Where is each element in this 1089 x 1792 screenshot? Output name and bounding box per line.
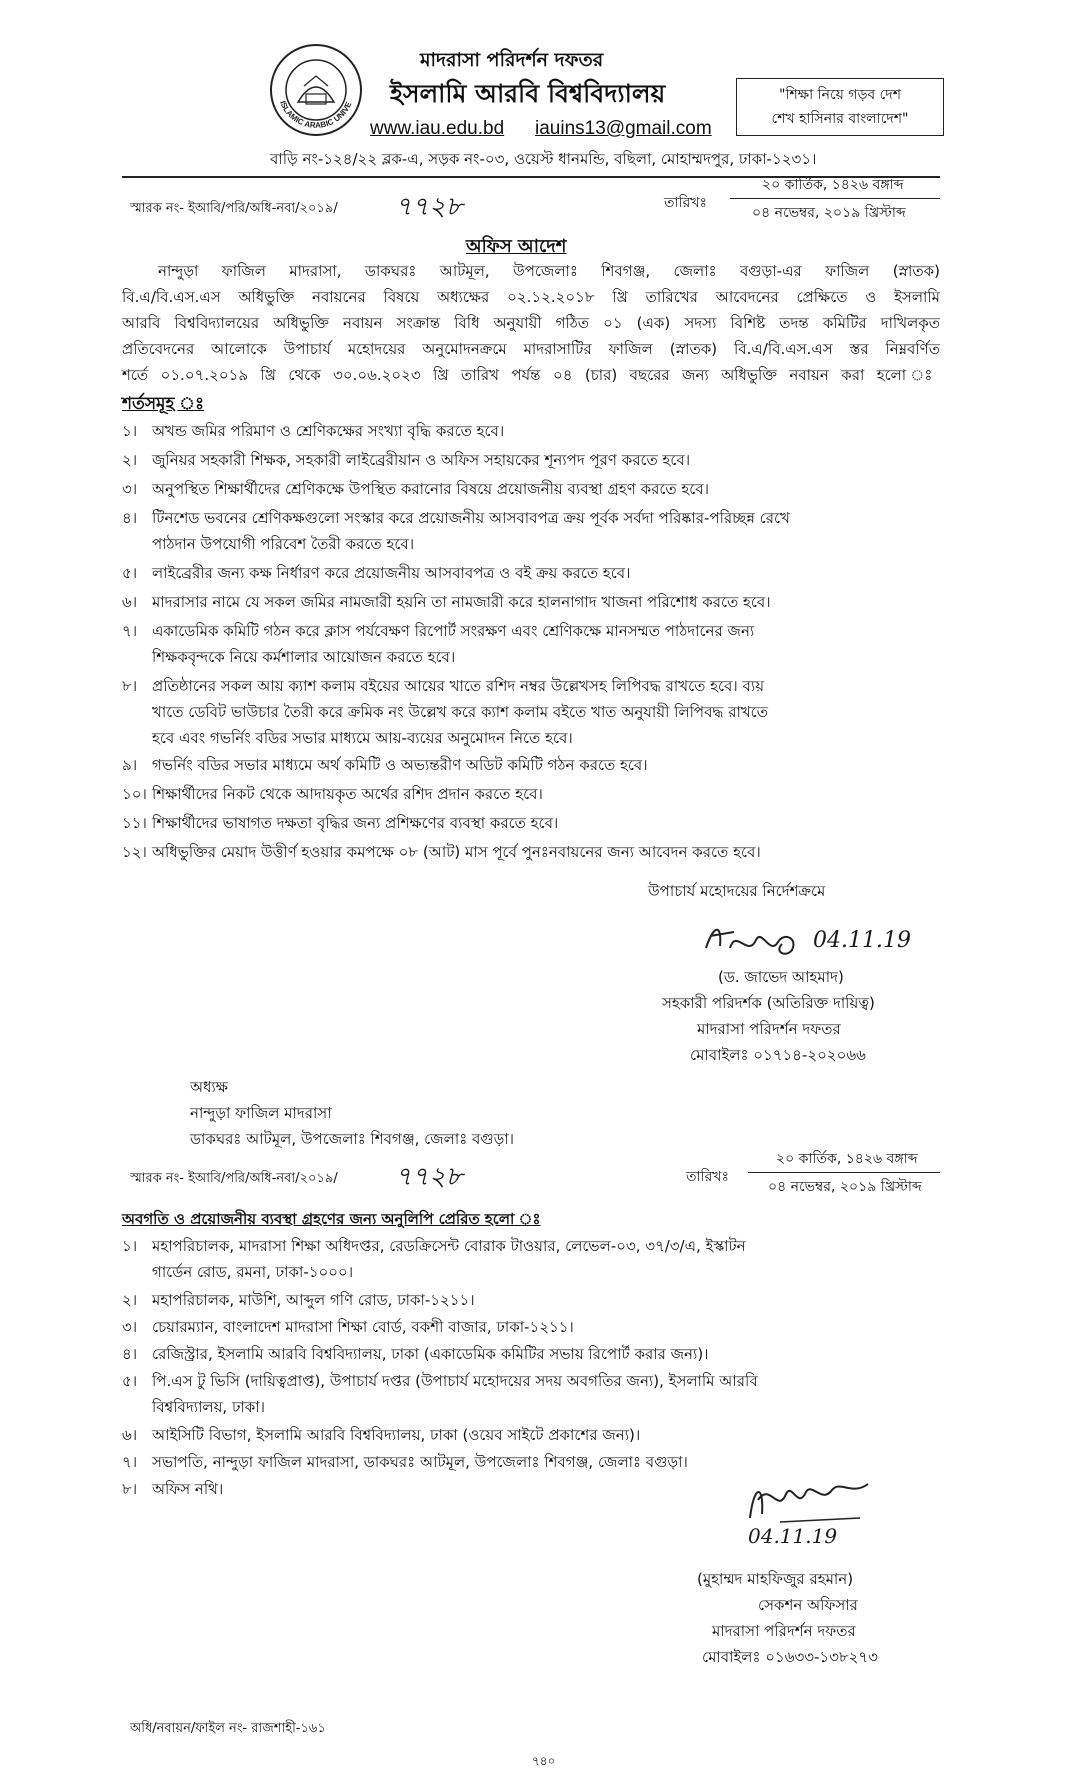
condition-number: ১২।: [122, 843, 147, 861]
signatory-1-office: মাদরাসা পরিদর্শন দফতর: [697, 1020, 841, 1038]
signature-1-date: 04.11.19: [813, 928, 911, 953]
copy-number: ৭।: [122, 1453, 138, 1471]
signature-1: [700, 918, 810, 964]
date-label-2: তারিখঃ: [686, 1169, 729, 1185]
copy-text: বিশ্ববিদ্যালয়, ঢাকা।: [152, 1398, 266, 1416]
condition-text: শিক্ষার্থীদের ভাষাগত দক্ষতা বৃদ্ধির জন্য প্রশিক্ষণের ব্যবস্থা করতে হবে।: [152, 814, 559, 832]
signature-2-date: 04.11.19: [748, 1524, 838, 1548]
condition-text: অনুপস্থিত শিক্ষার্থীদের শ্রেণিকক্ষে উপস্থিত করানোর বিষয়ে প্রয়োজনীয় ব্যবস্থা গ্রহণ করতে হবে।: [152, 480, 709, 498]
logo-text: ISLAMIC ARABIC UNIVE: [278, 99, 354, 130]
signatory-1-designation: সহকারী পরিদর্শক (অতিরিক্ত দায়িত্ব): [662, 994, 875, 1012]
slogan-line-1: "শিক্ষা নিয়ে গড়ব দেশ: [779, 87, 901, 103]
date-divider: [730, 198, 940, 199]
date-gregorian: ০৪ নভেম্বর, ২০১৯ খ্রিস্টাব্দ: [752, 205, 906, 221]
condition-text: শিক্ষার্থীদের নিকট থেকে আদায়কৃত অর্থের রশিদ প্রদান করতে হবে।: [152, 785, 543, 803]
condition-number: ২।: [122, 451, 138, 469]
memo-number: ৭৭২৮: [395, 192, 463, 222]
condition-text: গভর্নিং বডির সভার মাধ্যমে অর্থ কমিটি ও অভ্যন্তরীণ অডিট কমিটি গঠন করতে হবে।: [152, 756, 648, 774]
order-line-5: শর্তে ০১.০৭.২০১৯ খ্রি থেকে ৩০.০৬.২০২৩ খ্রি তারিখ পর্যন্ত ০৪ (চার) বছরের জন্য অধিভুক্তি নবায়ন করা হলো ঃ: [122, 366, 940, 384]
condition-text: একাডেমিক কমিটি গঠন করে ক্লাস পর্যবেক্ষণ রিপোর্ট সংরক্ষণ এবং শ্রেণিকক্ষে মানসম্মত পাঠদানের জন্য: [152, 622, 755, 640]
order-line-3: আরবি বিশ্ববিদ্যালয়ের অধিভুক্তি নবায়ন সংক্রান্ত বিধি অনুযায়ী গঠিত ০১ (এক) সদস্য বিশিষ্ট তদন্ত কমিটির দাখিলকৃত: [122, 314, 940, 332]
condition-number: ৪।: [122, 509, 138, 527]
condition-text: পাঠদান উপযোগী পরিবেশ তৈরী করতে হবে।: [152, 535, 415, 553]
copy-text: অফিস নথি।: [152, 1480, 224, 1498]
date-label: তারিখঃ: [664, 195, 707, 211]
signatory-2-office: মাদরাসা পরিদর্শন দফতর: [712, 1622, 856, 1640]
signatory-1-mobile: মোবাইলঃ ০১৭১৪-২০২০৬৬: [690, 1046, 866, 1064]
copy-item: [122, 1314, 940, 1340]
condition-text: জুনিয়র সহকারী শিক্ষক, সহকারী লাইব্রেরীয়ান ও অফিস সহায়কের শূন্যপদ পূরণ করতে হবে।: [152, 451, 691, 469]
copy-text: সভাপতি, নান্দুড়া ফাজিল মাদরাসা, ডাকঘরঃ আটমূল, উপজেলাঃ শিবগঞ্জ, জেলাঃ বগুড়া।: [152, 1453, 688, 1471]
condition-number: ১১।: [122, 814, 147, 832]
slogan-line-2: শেখ হাসিনার বাংলাদেশ": [771, 111, 909, 127]
copy-item: [122, 1233, 940, 1285]
university-name: ইসলামি আরবি বিশ্ববিদ্যালয়: [390, 79, 666, 108]
condition-item: [122, 618, 940, 670]
condition-text: লাইব্রেরীর জন্য কক্ষ নির্ধারণ করে প্রয়োজনীয় আসবাবপত্র ও বই ক্রয় করতে হবে।: [152, 564, 631, 582]
website-link[interactable]: www.iau.edu.bd: [370, 118, 505, 139]
condition-item: [122, 781, 940, 807]
condition-item: [122, 589, 940, 615]
copy-text: রেজিস্ট্রার, ইসলামি আরবি বিশ্ববিদ্যালয়, ঢাকা (একাডেমিক কমিটির সভায় রিপোর্ট করার জন্য)।: [152, 1345, 709, 1363]
signatory-2-designation: সেকশন অফিসার: [758, 1596, 858, 1614]
copies-heading: অবগতি ও প্রয়োজনীয় ব্যবস্থা গ্রহণের জন্য অনুলিপি প্রেরিত হলো ঃ: [122, 1210, 541, 1228]
condition-text: অখন্ড জমির পরিমাণ ও শ্রেণিকক্ষের সংখ্যা বৃদ্ধি করতে হবে।: [152, 422, 505, 440]
order-line-1: নান্দুড়া ফাজিল মাদরাসা, ডাকঘরঃ আটমূল, উপজেলাঃ শিবগঞ্জ, জেলাঃ বগুড়া-এর ফাজিল (স্নাতক): [158, 262, 940, 280]
signatory-2-mobile: মোবাইলঃ ০১৬৩৩-১৩৮২৭৩: [702, 1648, 878, 1666]
condition-number: ১০।: [122, 785, 147, 803]
condition-item: [122, 476, 940, 502]
office-address: বাড়ি নং-১২৪/২২ ব্লক-এ, সড়ক নং-০৩, ওয়েস্ট ধানমন্ডি, বছিলা, মোহাম্মদপুর, ঢাকা-১২৩১।: [270, 150, 817, 168]
copy-text: চেয়ারম্যান, বাংলাদেশ মাদরাসা শিক্ষা বোর্ড, বকশী বাজার, ঢাকা-১২১১।: [152, 1318, 574, 1336]
memo-number-2: ৭৭২৮: [395, 1162, 463, 1192]
memo-label: স্মারক নং- ইআবি/পরি/অধি-নবা/২০১৯/: [130, 201, 338, 216]
email-link[interactable]: iauins13@gmail.com: [535, 118, 712, 139]
condition-text: প্রতিষ্ঠানের সকল আয় ক্যাশ কলাম বইয়ের আয়ের খাতে রশিদ নম্বর উল্লেখসহ লিপিবদ্ধ রাখতে হবে। ব্যয়: [152, 677, 765, 695]
copy-text: পি.এস টু ভিসি (দায়িত্বপ্রাপ্ত), উপাচার্য দপ্তর (উপাচার্য মহোদয়ের সদয় অবগতির জন্য), ইসলামি আরবি: [152, 1372, 758, 1390]
copy-item: [122, 1368, 940, 1420]
order-line-2: বি.এ/বি.এস.এস অধিভুক্তি নবায়নের বিষয়ে অধ্যক্ষের ০২.১২.২০১৮ খ্রি তারিখের আবেদনের প্রেক্ষিতে ও ইসলামি: [122, 288, 940, 306]
signatory-1-name: (ড. জাভেদ আহমাদ): [718, 968, 844, 986]
condition-text: টিনশেড ভবনের শ্রেণিকক্ষগুলো সংস্কার করে প্রয়োজনীয় আসবাবপত্র ক্রয় পূর্বক সর্বদা পরিষ্কার-পরিচ্ছন্ন রেখে: [152, 509, 790, 527]
date-bangla: ২০ কার্তিক, ১৪২৬ বঙ্গাব্দ: [762, 177, 904, 193]
condition-text: মাদরাসার নামে যে সকল জমির নামজারী হয়নি তা নামজারী করে হালনাগাদ খাজনা পরিশোধ করতে হবে।: [152, 593, 771, 611]
copy-text: আইসিটি বিভাগ, ইসলামি আরবি বিশ্ববিদ্যালয়, ঢাকা (ওয়েব সাইটে প্রকাশের জন্য)।: [152, 1426, 641, 1444]
date-gregorian-2: ০৪ নভেম্বর, ২০১৯ খ্রিস্টাব্দ: [768, 1179, 922, 1195]
by-order-line: উপাচার্য মহোদয়ের নির্দেশক্রমে: [648, 882, 826, 900]
order-line-4: প্রতিবেদনের আলোকে উপাচার্য মহোদয়ের অনুমোদনক্রমে মাদরাসাটির ফাজিল (স্নাতক) বি.এ/বি.এস.এস স্তর নিম্নবর্ণিত: [122, 340, 940, 358]
copy-item: [122, 1341, 940, 1367]
order-body: [122, 258, 940, 388]
condition-number: ৭।: [122, 622, 138, 640]
condition-text: অধিভুক্তির মেয়াদ উত্তীর্ণ হওয়ার কমপক্ষে ০৮ (আট) মাস পূর্বে পুনঃনবায়নের জন্য আবেদন করতে হবে।: [152, 843, 761, 861]
condition-item: [122, 810, 940, 836]
condition-number: ১।: [122, 422, 138, 440]
signatory-2-name: (মুহাম্মদ মাহফিজুর রহমান): [697, 1570, 854, 1588]
copy-item: [122, 1287, 940, 1313]
conditions-heading: শর্তসমূহ ঃ: [122, 394, 205, 414]
copy-text: মহাপরিচালক, মাউশি, আব্দুল গণি রোড, ঢাকা-১২১১।: [152, 1291, 475, 1309]
copy-number: ৩।: [122, 1318, 138, 1336]
copy-item: [122, 1422, 940, 1448]
condition-number: ৬।: [122, 593, 138, 611]
file-number: অধি/নবায়ন/ফাইল নং- রাজশাহী-১৬১: [130, 1721, 326, 1736]
condition-number: ৯।: [122, 756, 138, 774]
slogan-box: [736, 78, 944, 136]
condition-text: হবে এবং গভর্নিং বডির সভার মাধ্যমে আয়-ব্যয়ের অনুমোদন নিতে হবে।: [152, 729, 573, 747]
copy-number: ১।: [122, 1237, 138, 1255]
condition-item: [122, 418, 940, 444]
copy-item: [122, 1449, 940, 1475]
office-name: মাদরাসা পরিদর্শন দফতর: [420, 49, 604, 71]
university-logo: [268, 42, 364, 138]
condition-item: [122, 673, 940, 751]
condition-number: ৮।: [122, 677, 138, 695]
condition-text: খাতে ডেবিট ভাউচার তৈরী করে ক্রমিক নং উল্লেখ করে ক্যাশ কলাম বইতে খাত অনুযায়ী লিপিবদ্ধ রাখতে: [152, 703, 768, 721]
copy-number: ৮।: [122, 1480, 138, 1498]
condition-item: [122, 560, 940, 586]
recipient-title: অধ্যক্ষ: [190, 1078, 228, 1096]
page-number: ৭৪০: [532, 1754, 556, 1768]
condition-item: [122, 505, 940, 557]
copy-text: গার্ডেন রোড, রমনা, ঢাকা-১০০০।: [152, 1263, 354, 1281]
copy-text: মহাপরিচালক, মাদরাসা শিক্ষা অধিদপ্তর, রেডক্রিসেন্ট বোরাক টাওয়ার, লেভেল-০৩, ৩৭/৩/এ, ইস্কাটন: [152, 1237, 746, 1255]
order-title: অফিস আদেশ: [466, 236, 567, 257]
date-bangla-2: ২০ কার্তিক, ১৪২৬ বঙ্গাব্দ: [776, 1151, 918, 1167]
copy-number: ৫।: [122, 1372, 138, 1390]
copy-number: ৪।: [122, 1345, 138, 1363]
condition-text: শিক্ষকবৃন্দকে নিয়ে কর্মশালার আয়োজন করতে হবে।: [152, 648, 456, 666]
recipient-address: ডাকঘরঃ আটমূল, উপজেলাঃ শিবগঞ্জ, জেলাঃ বগুড়া।: [190, 1130, 515, 1148]
copy-number: ৬।: [122, 1426, 138, 1444]
condition-number: ৩।: [122, 480, 138, 498]
copy-number: ২।: [122, 1291, 138, 1309]
condition-item: [122, 752, 940, 778]
memo-label-2: স্মারক নং- ইআবি/পরি/অধি-নবা/২০১৯/: [130, 1171, 338, 1186]
condition-item: [122, 839, 940, 865]
condition-item: [122, 447, 940, 473]
recipient-institution: নান্দুড়া ফাজিল মাদরাসা: [190, 1104, 332, 1122]
condition-number: ৫।: [122, 564, 138, 582]
date-divider-2: [748, 1172, 940, 1173]
